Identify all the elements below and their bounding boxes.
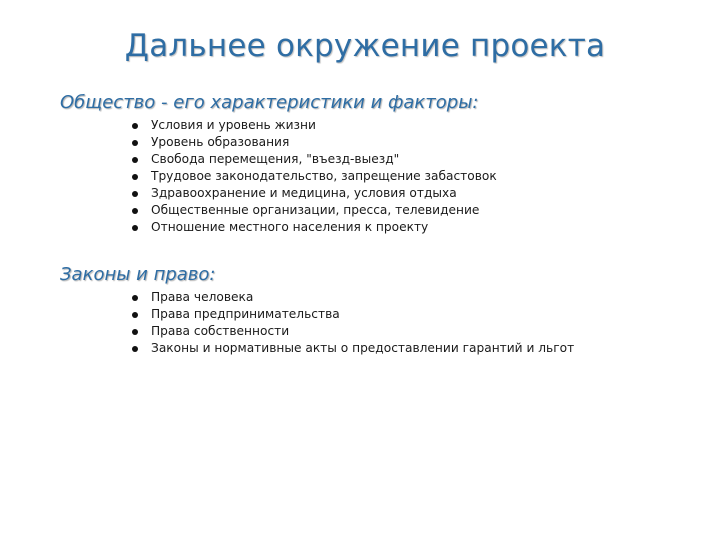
list-item — [132, 306, 574, 323]
list-item — [132, 323, 574, 340]
list-item — [132, 289, 574, 306]
society-factors-list — [132, 117, 497, 236]
bullet-icon — [132, 140, 138, 146]
list-item — [132, 219, 497, 236]
bullet-icon — [132, 312, 138, 318]
slide-title: Дальнее окружение проекта — [124, 28, 606, 64]
list-item-text: Права человека — [151, 290, 254, 304]
list-item — [132, 168, 497, 185]
bullet-icon — [132, 329, 138, 335]
list-item — [132, 202, 497, 219]
list-item-text: Права собственности — [151, 324, 290, 338]
list-item-text: Здравоохранение и медицина, условия отдыха — [151, 186, 457, 200]
list-item-text: Отношение местного населения к проекту — [151, 220, 429, 234]
section-heading-law: Законы и право: — [60, 264, 216, 285]
list-item — [132, 185, 497, 202]
list-item-text: Общественные организации, пресса, телевидение — [151, 203, 480, 217]
list-item-text: Свобода перемещения, "въезд-выезд" — [151, 152, 400, 166]
bullet-icon — [132, 346, 138, 352]
list-item-text: Законы и нормативные акты о предоставлении гарантий и льгот — [151, 341, 575, 355]
list-item-text: Права предпринимательства — [151, 307, 340, 321]
bullet-icon — [132, 191, 138, 197]
list-item — [132, 134, 497, 151]
bullet-icon — [132, 123, 138, 129]
bullet-icon — [132, 174, 138, 180]
list-item — [132, 151, 497, 168]
bullet-icon — [132, 208, 138, 214]
bullet-icon — [132, 225, 138, 231]
bullet-icon — [132, 295, 138, 301]
bullet-icon — [132, 157, 138, 163]
list-item — [132, 340, 574, 357]
list-item-text: Уровень образования — [151, 135, 290, 149]
list-item — [132, 117, 497, 134]
list-item-text: Условия и уровень жизни — [151, 118, 316, 132]
list-item-text: Трудовое законодательство, запрещение забастовок — [151, 169, 497, 183]
law-factors-list — [132, 289, 574, 357]
section-heading-society: Общество - его характеристики и факторы: — [60, 92, 479, 113]
